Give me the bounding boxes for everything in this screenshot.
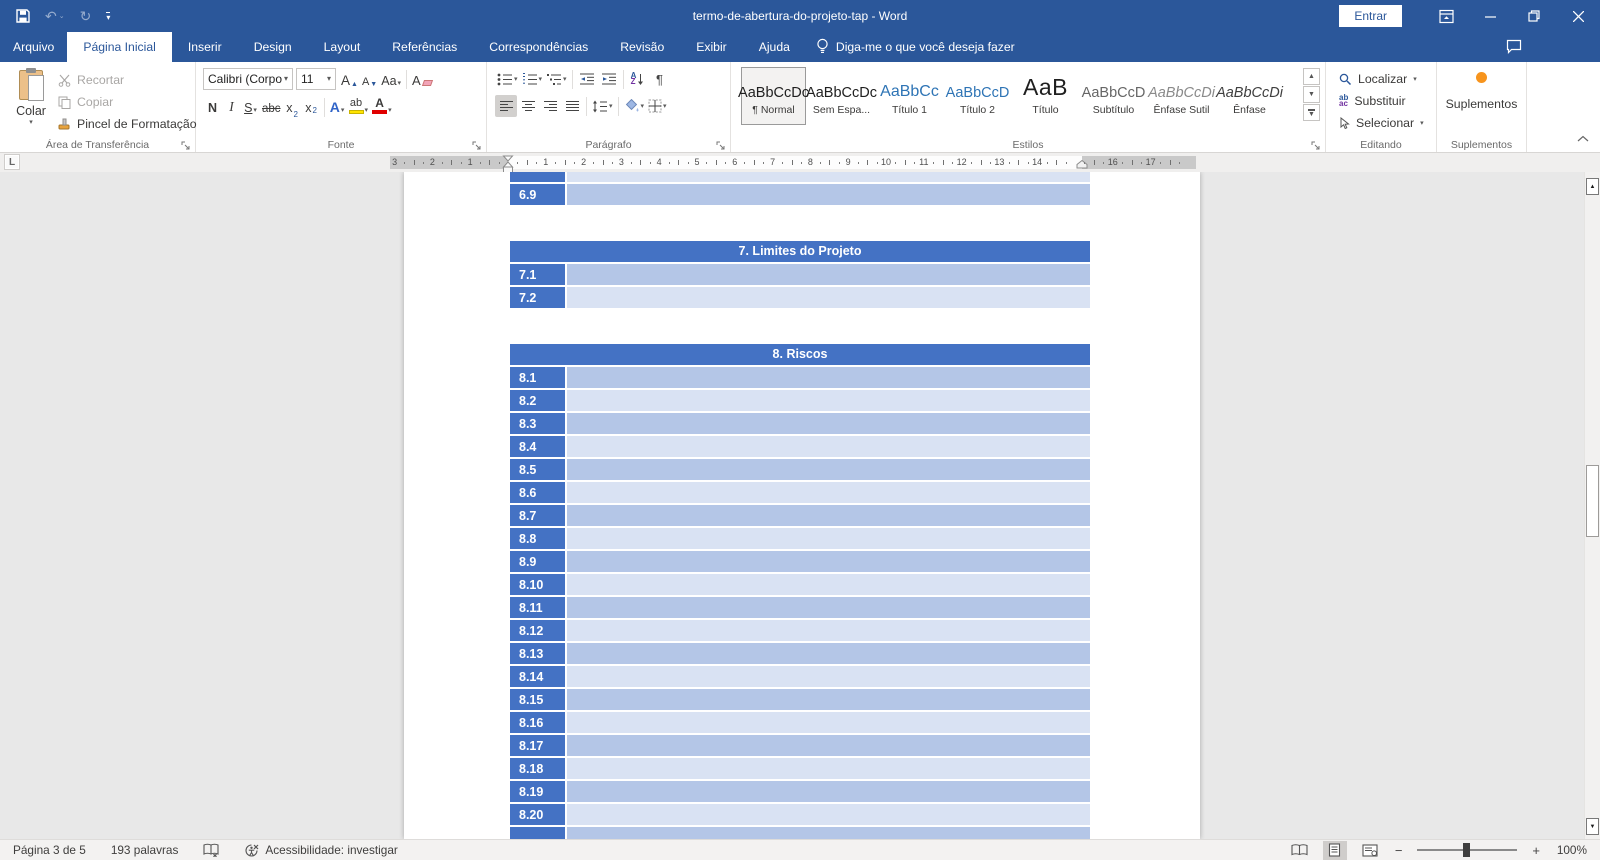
ruler-quarter-tick [858, 162, 859, 164]
align-center-button[interactable] [517, 95, 539, 117]
style-preview: AaBbCcD [1081, 85, 1146, 101]
tab-refer-ncias[interactable]: Referências [392, 40, 458, 54]
shrink-font-button[interactable]: A ▼ [361, 76, 378, 88]
ruler-half-tick [489, 160, 490, 165]
table-row [510, 666, 1090, 687]
scrollbar-thumb[interactable] [1586, 465, 1599, 537]
ruler-quarter-tick [706, 162, 707, 164]
cut-button[interactable]: Recortar [58, 69, 197, 91]
table-row [510, 184, 1090, 205]
row-number-cell[interactable]: 7.2 [510, 287, 565, 308]
customize-qat-icon[interactable]: ▾ [106, 12, 111, 22]
row-content-cell[interactable] [567, 528, 1090, 549]
status-bar [0, 839, 1600, 860]
style-preview: AaBbCcDc [806, 85, 877, 101]
row-content-cell[interactable] [567, 758, 1090, 779]
ruler-half-tick [1170, 160, 1171, 165]
ruler-quarter-tick [593, 162, 594, 164]
table-header-cell[interactable]: 7. Limites do Projeto [510, 241, 1090, 262]
ruler-half-tick [603, 160, 604, 165]
numbering-button[interactable]: ▾ [538, 75, 543, 83]
table-row [510, 620, 1090, 641]
row-content-cell[interactable] [567, 172, 1090, 182]
ruler-number: 3 [618, 157, 624, 167]
sort-button[interactable]: A Z [627, 68, 649, 90]
ruler-half-tick [1056, 160, 1057, 165]
dialog-launcher-icon[interactable] [716, 138, 727, 149]
strikethrough-button[interactable]: abc [262, 103, 281, 115]
zoom-slider[interactable] [1417, 849, 1517, 851]
web-layout-button[interactable] [1358, 841, 1382, 860]
ruler-number: 13 [994, 157, 1005, 167]
ruler-quarter-tick [1103, 162, 1104, 164]
ruler-number: 14 [1032, 157, 1043, 167]
style-name: Subtítulo [1092, 104, 1135, 116]
align-left-button[interactable] [495, 95, 517, 117]
ruler-quarter-tick [952, 162, 953, 164]
ruler-quarter-tick [971, 162, 972, 164]
ruler-half-tick [527, 160, 528, 165]
table-row [510, 172, 1090, 182]
document-table [510, 172, 1090, 205]
row-content-cell[interactable] [567, 551, 1090, 572]
chevron-down-icon: ▾ [29, 119, 33, 126]
ruler-quarter-tick [669, 162, 670, 164]
collapse-ribbon-icon[interactable] [1577, 129, 1589, 147]
row-number-cell[interactable]: 8.11 [510, 597, 565, 618]
ruler-quarter-tick [933, 162, 934, 164]
ruler-half-tick [678, 160, 679, 165]
select-button[interactable]: Selecionar ▾ [1339, 112, 1424, 134]
tab-exibir[interactable]: Exibir [696, 40, 727, 54]
ruler-number: 2 [429, 157, 435, 167]
table-row [510, 505, 1090, 526]
ruler-number: 12 [956, 157, 967, 167]
styles-scroll-up-icon[interactable]: ▲ [1303, 68, 1320, 85]
ruler-half-tick [640, 160, 641, 165]
style-name: Título 2 [959, 104, 996, 116]
ruler-quarter-tick [517, 162, 518, 164]
group-font: Calibri (Corpo ▾ 11 ▾ A ▲ A ▼ Aa ▾ A N I S ▾ abc x 2 x 2 A ▾ ab ▾ A ▾ Fonte [196, 62, 487, 152]
tab-p-gina-inicial[interactable]: Página Inicial [67, 32, 172, 62]
ruler-quarter-tick [1179, 162, 1180, 164]
ruler-half-tick [943, 160, 944, 165]
ruler-quarter-tick [839, 162, 840, 164]
read-mode-button[interactable] [1288, 841, 1312, 860]
highlight-color-button[interactable]: ab ▾ [349, 97, 369, 114]
ruler-quarter-tick [1160, 162, 1161, 164]
style-name: Título [1032, 104, 1059, 116]
style-card--nfase-sutil[interactable] [1149, 67, 1214, 125]
row-content-cell[interactable] [567, 184, 1090, 205]
group-editing: Localizar ▾ ab ac Substituir Selecionar ▾ Editando [1326, 62, 1437, 152]
ruler-quarter-tick [442, 162, 443, 164]
row-number-cell[interactable]: 8.7 [510, 505, 565, 526]
styles-scroll-down-icon[interactable]: ▼ [1303, 86, 1320, 103]
tab-revis-o[interactable]: Revisão [620, 40, 665, 54]
ruler-number: 2 [581, 157, 587, 167]
ruler-half-tick [451, 160, 452, 165]
titlebar [0, 0, 1600, 32]
comments-icon[interactable] [1506, 39, 1522, 59]
grow-font-button[interactable]: A ▲ [341, 73, 358, 88]
style-name: Sem Espa... [812, 104, 871, 116]
accessibility-icon [244, 843, 259, 858]
row-number-cell[interactable]: 8.6 [510, 482, 565, 503]
zoom-level[interactable]: 100% [1556, 843, 1587, 857]
row-number-cell[interactable]: 8.19 [510, 781, 565, 802]
style-card-t-tulo-1[interactable] [877, 67, 942, 125]
table-row [510, 459, 1090, 480]
row-content-cell[interactable] [567, 827, 1090, 839]
styles-gallery-more-icon[interactable]: ▼ [1303, 104, 1320, 121]
table-row [510, 804, 1090, 825]
table-row [510, 827, 1090, 839]
ruler-half-tick [1132, 160, 1133, 165]
addins-button[interactable]: Suplementos [1437, 72, 1526, 111]
replace-button[interactable]: ab ac Substituir [1339, 92, 1406, 108]
style-name: Título 1 [891, 104, 928, 116]
zoom-out-button[interactable]: − [1394, 842, 1403, 858]
ruler-quarter-tick [877, 162, 878, 164]
row-content-cell[interactable] [567, 781, 1090, 802]
ruler[interactable] [390, 156, 1196, 169]
row-number-cell[interactable]: 8.9 [510, 551, 565, 572]
row-number-cell[interactable]: 8.14 [510, 666, 565, 687]
bold-button[interactable]: N [207, 101, 218, 115]
row-number-cell[interactable]: 8.8 [510, 528, 565, 549]
paste-button[interactable]: Colar ▾ [8, 67, 54, 145]
redo-icon[interactable]: ↻ [79, 7, 92, 24]
ruler-quarter-tick [650, 162, 651, 164]
row-content-cell[interactable] [567, 459, 1090, 480]
ruler-half-tick [565, 160, 566, 165]
ruler-quarter-tick [480, 162, 481, 164]
right-indent-marker[interactable] [1076, 160, 1088, 169]
style-card-subt-tulo[interactable] [1081, 67, 1146, 125]
page-indicator[interactable]: Página 3 de 5 [13, 843, 86, 857]
ruler-half-tick [829, 160, 830, 165]
ruler-quarter-tick [1122, 162, 1123, 164]
row-number-cell[interactable]: 8.17 [510, 735, 565, 756]
table-row [510, 551, 1090, 572]
ruler-number: 8 [807, 157, 813, 167]
row-content-cell[interactable] [567, 436, 1090, 457]
addin-dot-icon [1476, 72, 1487, 83]
row-number-cell[interactable]: 8.1 [510, 367, 565, 388]
ruler-half-tick [905, 160, 906, 165]
dialog-launcher-icon[interactable] [472, 138, 483, 149]
ruler-quarter-tick [404, 162, 405, 164]
tab-stop-selector[interactable]: L [4, 154, 20, 170]
ruler-number: 5 [694, 157, 700, 167]
find-button[interactable]: Localizar ▾ [1339, 68, 1424, 90]
row-number-cell[interactable]: 8.3 [510, 413, 565, 434]
subscript-button[interactable]: x 2 [286, 101, 298, 119]
ruler-number: 16 [1107, 157, 1118, 167]
row-content-cell[interactable] [567, 482, 1090, 503]
change-case-button[interactable]: Aa ▾ [381, 74, 402, 88]
table-row [510, 781, 1090, 802]
replace-icon: ab ac [1339, 92, 1349, 108]
word-count[interactable]: 193 palavras [110, 843, 179, 857]
ruler-number: 3 [392, 157, 398, 167]
ruler-quarter-tick [612, 162, 613, 164]
row-content-cell[interactable] [567, 643, 1090, 664]
multilevel-list-button[interactable]: ▾ [544, 68, 569, 90]
ruler-half-tick [1018, 160, 1019, 165]
row-content-cell[interactable] [567, 413, 1090, 434]
format-painter-button[interactable]: Pincel de Formatação [58, 113, 197, 135]
text-effects-button[interactable]: A ▾ [329, 99, 345, 115]
eraser-icon [422, 80, 433, 86]
row-content-cell[interactable] [567, 689, 1090, 710]
ruler-number: 10 [880, 157, 892, 167]
ruler-quarter-tick [631, 162, 632, 164]
zoom-slider-thumb[interactable] [1463, 843, 1470, 857]
cursor-icon [1339, 117, 1350, 130]
clear-formatting-button[interactable]: A [410, 68, 434, 90]
clipboard-icon [19, 70, 43, 100]
document-page[interactable] [404, 172, 1200, 839]
scroll-down-icon[interactable]: ▼ [1586, 818, 1599, 835]
shading-button[interactable]: ▾ [622, 95, 647, 117]
ruler-half-tick [414, 160, 415, 165]
row-number-cell[interactable]: 7.1 [510, 264, 565, 285]
ruler-half-tick [867, 160, 868, 165]
row-content-cell[interactable] [567, 264, 1090, 285]
row-number-cell[interactable]: 8.2 [510, 390, 565, 411]
decrease-indent-button[interactable] [576, 68, 598, 90]
copy-button[interactable]: Copiar [58, 91, 197, 113]
ruler-number: 1 [467, 157, 473, 167]
scroll-up-icon[interactable]: ▲ [1586, 178, 1599, 195]
ruler-number: 6 [732, 157, 738, 167]
ruler-quarter-tick [499, 162, 500, 164]
ruler-quarter-tick [536, 162, 537, 164]
row-content-cell[interactable] [567, 735, 1090, 756]
style-card-t-tulo-2[interactable] [945, 67, 1010, 125]
borders-button[interactable]: ▾ [646, 95, 669, 117]
ruler-quarter-tick [725, 162, 726, 164]
style-preview: AaBbCc [880, 83, 939, 100]
row-content-cell[interactable] [567, 505, 1090, 526]
vertical-scrollbar[interactable] [1584, 172, 1600, 839]
ruler-quarter-tick [423, 162, 424, 164]
group-styles: AaBbCcDc ¶ Normal AaBbCcDc Sem Espa... AaBbCc Título 1 AaBbCcD Título 2 AaB Título AaBbCcD Subtítulo AaBbCcDi Ênfase Sutil AaBbCcDi Ênfase ▲ ▼ ▼ Estilos [731, 62, 1326, 152]
document-area[interactable] [0, 172, 1600, 839]
lightbulb-icon [816, 38, 829, 57]
table-row [510, 287, 1090, 308]
line-spacing-button[interactable]: ▾ [590, 95, 615, 117]
table-row [510, 735, 1090, 756]
style-name: Ênfase [1233, 104, 1266, 116]
table-row [510, 436, 1090, 457]
font-family-combo[interactable]: Calibri (Corpo ▾ [203, 68, 293, 90]
dialog-launcher-icon[interactable] [181, 138, 192, 149]
ribbon-tab-row [0, 32, 1600, 62]
dialog-launcher-icon[interactable] [1311, 138, 1322, 149]
table-row [510, 367, 1090, 388]
row-number-cell[interactable]: 6.9 [510, 184, 565, 205]
proofing-icon[interactable] [203, 843, 219, 857]
table-row [510, 712, 1090, 733]
minimize-button[interactable] [1468, 0, 1512, 32]
show-formatting-marks-button[interactable]: ¶ [656, 71, 664, 87]
style-card--normal[interactable] [738, 67, 809, 125]
ruler-number: 1 [543, 157, 549, 167]
ruler-quarter-tick [1028, 162, 1029, 164]
ruler-quarter-tick [1066, 162, 1067, 164]
ruler-quarter-tick [990, 162, 991, 164]
window-title: termo-de-abertura-do-projeto-tap - Word [692, 9, 908, 23]
ruler-quarter-tick [1009, 162, 1010, 164]
accessibility-status[interactable]: Acessibilidade: investigar [244, 843, 397, 858]
row-number-cell[interactable]: 8.20 [510, 804, 565, 825]
style-preview: AaBbCcD [945, 85, 1010, 101]
superscript-button[interactable]: x 2 [305, 101, 317, 115]
ruler-half-tick [981, 160, 982, 165]
document-table [510, 241, 1090, 308]
tell-me-box[interactable] [816, 32, 1015, 62]
tell-me-label: Diga-me o que você deseja fazer [835, 40, 1015, 54]
ruler-bar [0, 153, 1600, 172]
row-content-cell[interactable] [567, 574, 1090, 595]
ruler-quarter-tick [914, 162, 915, 164]
document-table [510, 344, 1090, 839]
ruler-quarter-tick [1141, 162, 1142, 164]
row-content-cell[interactable] [567, 666, 1090, 687]
table-row [510, 264, 1090, 285]
style-card-sem-espa-[interactable] [806, 67, 877, 125]
search-icon [1339, 73, 1352, 86]
tab-ajuda[interactable]: Ajuda [758, 40, 790, 54]
ruler-number: 9 [845, 157, 851, 167]
row-content-cell[interactable] [567, 287, 1090, 308]
restore-button[interactable] [1512, 0, 1556, 32]
undo-icon[interactable]: ↶ ⌄ [45, 7, 65, 24]
print-layout-button[interactable] [1323, 841, 1347, 860]
style-name: ¶ Normal [752, 104, 795, 116]
row-number-cell[interactable]: 8.13 [510, 643, 565, 664]
ruler-number: 11 [919, 157, 929, 167]
row-number-cell[interactable]: 8.12 [510, 620, 565, 641]
row-content-cell[interactable] [567, 620, 1090, 641]
ruler-half-tick [754, 160, 755, 165]
style-name: Ênfase Sutil [1153, 104, 1210, 116]
row-content-cell[interactable] [567, 804, 1090, 825]
zoom-in-button[interactable]: + [1532, 842, 1540, 858]
ruler-quarter-tick [1047, 162, 1048, 164]
table-row [510, 574, 1090, 595]
table-row [510, 482, 1090, 503]
style-preview: AaBbCcDi [1148, 85, 1215, 101]
row-number-cell[interactable]: 8.18 [510, 758, 565, 779]
ruler-half-tick [792, 160, 793, 165]
row-number-cell[interactable]: 8.15 [510, 689, 565, 710]
row-content-cell[interactable] [567, 390, 1090, 411]
ribbon [0, 62, 1600, 153]
ruler-quarter-tick [688, 162, 689, 164]
table-row [510, 390, 1090, 411]
ruler-quarter-tick [895, 162, 896, 164]
ruler-quarter-tick [801, 162, 802, 164]
sign-in-button[interactable]: Entrar [1339, 5, 1402, 27]
justify-button[interactable] [561, 95, 583, 117]
row-number-cell[interactable]: 8.16 [510, 712, 565, 733]
row-number-cell[interactable]: 8.10 [510, 574, 565, 595]
table-row [510, 758, 1090, 779]
row-number-cell[interactable] [510, 172, 565, 182]
style-preview: AaB [1023, 74, 1068, 100]
table-row [510, 689, 1090, 710]
italic-button[interactable]: I [229, 99, 234, 114]
ruler-quarter-tick [555, 162, 556, 164]
bullets-button[interactable]: ▾ [495, 68, 520, 90]
tab-inserir[interactable]: Inserir [187, 40, 222, 54]
close-button[interactable] [1556, 0, 1600, 32]
ruler-half-tick [716, 160, 717, 165]
font-color-button[interactable]: A ▾ [370, 95, 394, 117]
quick-access-toolbar [0, 8, 110, 25]
table-row [510, 413, 1090, 434]
style-card--nfase[interactable] [1217, 67, 1282, 125]
ruler-quarter-tick [461, 162, 462, 164]
ruler-half-tick [1094, 160, 1095, 165]
ruler-number: 4 [656, 157, 662, 167]
ruler-quarter-tick [574, 162, 575, 164]
underline-button[interactable]: S ▾ [244, 101, 257, 115]
style-card-t-tulo[interactable] [1013, 67, 1078, 125]
ruler-quarter-tick [744, 162, 745, 164]
styles-gallery-scroll [1303, 68, 1320, 122]
group-paragraph: ▾ ▾ ▾ A Z ¶ ▾ ▾ ▾ Parágrafo [487, 62, 731, 152]
row-number-cell[interactable] [510, 827, 565, 839]
ruler-quarter-tick [782, 162, 783, 164]
ruler-quarter-tick [820, 162, 821, 164]
table-row [510, 643, 1090, 664]
row-content-cell[interactable] [567, 367, 1090, 388]
row-number-cell[interactable]: 8.4 [510, 436, 565, 457]
table-row [510, 528, 1090, 549]
row-content-cell[interactable] [567, 597, 1090, 618]
style-preview: AaBbCcDi [1216, 85, 1283, 101]
ribbon-display-options-icon[interactable] [1424, 0, 1468, 32]
increase-indent-button[interactable] [598, 68, 620, 90]
group-addins: Suplementos Suplementos [1437, 62, 1527, 152]
row-number-cell[interactable]: 8.5 [510, 459, 565, 480]
tab-design[interactable]: Design [253, 40, 292, 54]
ruler-quarter-tick [763, 162, 764, 164]
save-icon[interactable] [16, 9, 30, 23]
tab-layout[interactable]: Layout [323, 40, 361, 54]
style-preview: AaBbCcDc [738, 85, 809, 101]
tab-arquivo[interactable]: Arquivo [13, 40, 55, 54]
table-header-cell[interactable]: 8. Riscos [510, 344, 1090, 365]
ruler-number: 17 [1145, 157, 1156, 167]
group-clipboard: Colar ▾ Recortar Copiar Pincel de Formatação Área de Transferência [0, 62, 196, 152]
tab-correspond-ncias[interactable]: Correspondências [489, 40, 589, 54]
ruler-quarter-tick [1084, 162, 1085, 164]
font-size-combo[interactable]: 11 ▾ [296, 68, 336, 90]
align-right-button[interactable] [539, 95, 561, 117]
table-row [510, 597, 1090, 618]
row-content-cell[interactable] [567, 712, 1090, 733]
ruler-number: 7 [770, 157, 776, 167]
